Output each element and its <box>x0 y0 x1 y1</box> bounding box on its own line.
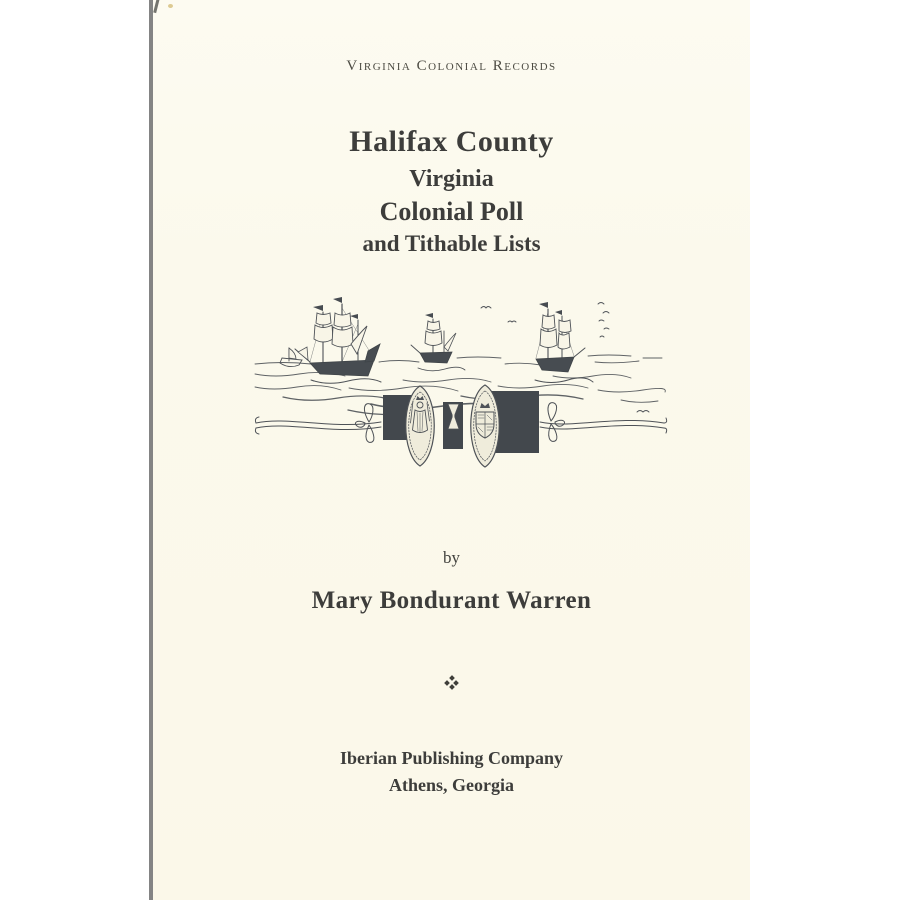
scan-artifact-mark <box>153 0 160 13</box>
ship-right <box>535 302 593 383</box>
byline-by: by <box>443 548 460 567</box>
title-page <box>149 0 750 900</box>
publisher-location: Athens, Georgia <box>389 775 514 795</box>
ship-small-boat <box>280 348 302 367</box>
author-name: Mary Bondurant Warren <box>311 587 592 614</box>
publisher-name: Iberian Publishing Company <box>339 748 564 768</box>
book-title-line4: and Tithable Lists <box>362 231 541 256</box>
series-title: Virginia Colonial Records <box>346 58 557 74</box>
book-title-line1: Halifax County <box>349 125 554 158</box>
ship-left <box>295 297 381 383</box>
book-title-line3: Colonial Poll <box>379 197 524 226</box>
scan-artifact-speck <box>168 4 173 8</box>
diamond-ornament-shape <box>445 676 458 689</box>
diamond-ornament <box>153 676 750 690</box>
ribbon-left <box>255 404 381 443</box>
ribbon-right <box>540 403 667 442</box>
ships-and-seals-illustration <box>253 292 668 477</box>
book-title-line2: Virginia <box>409 166 494 192</box>
seal-left <box>406 386 435 466</box>
seal-right <box>471 385 500 467</box>
